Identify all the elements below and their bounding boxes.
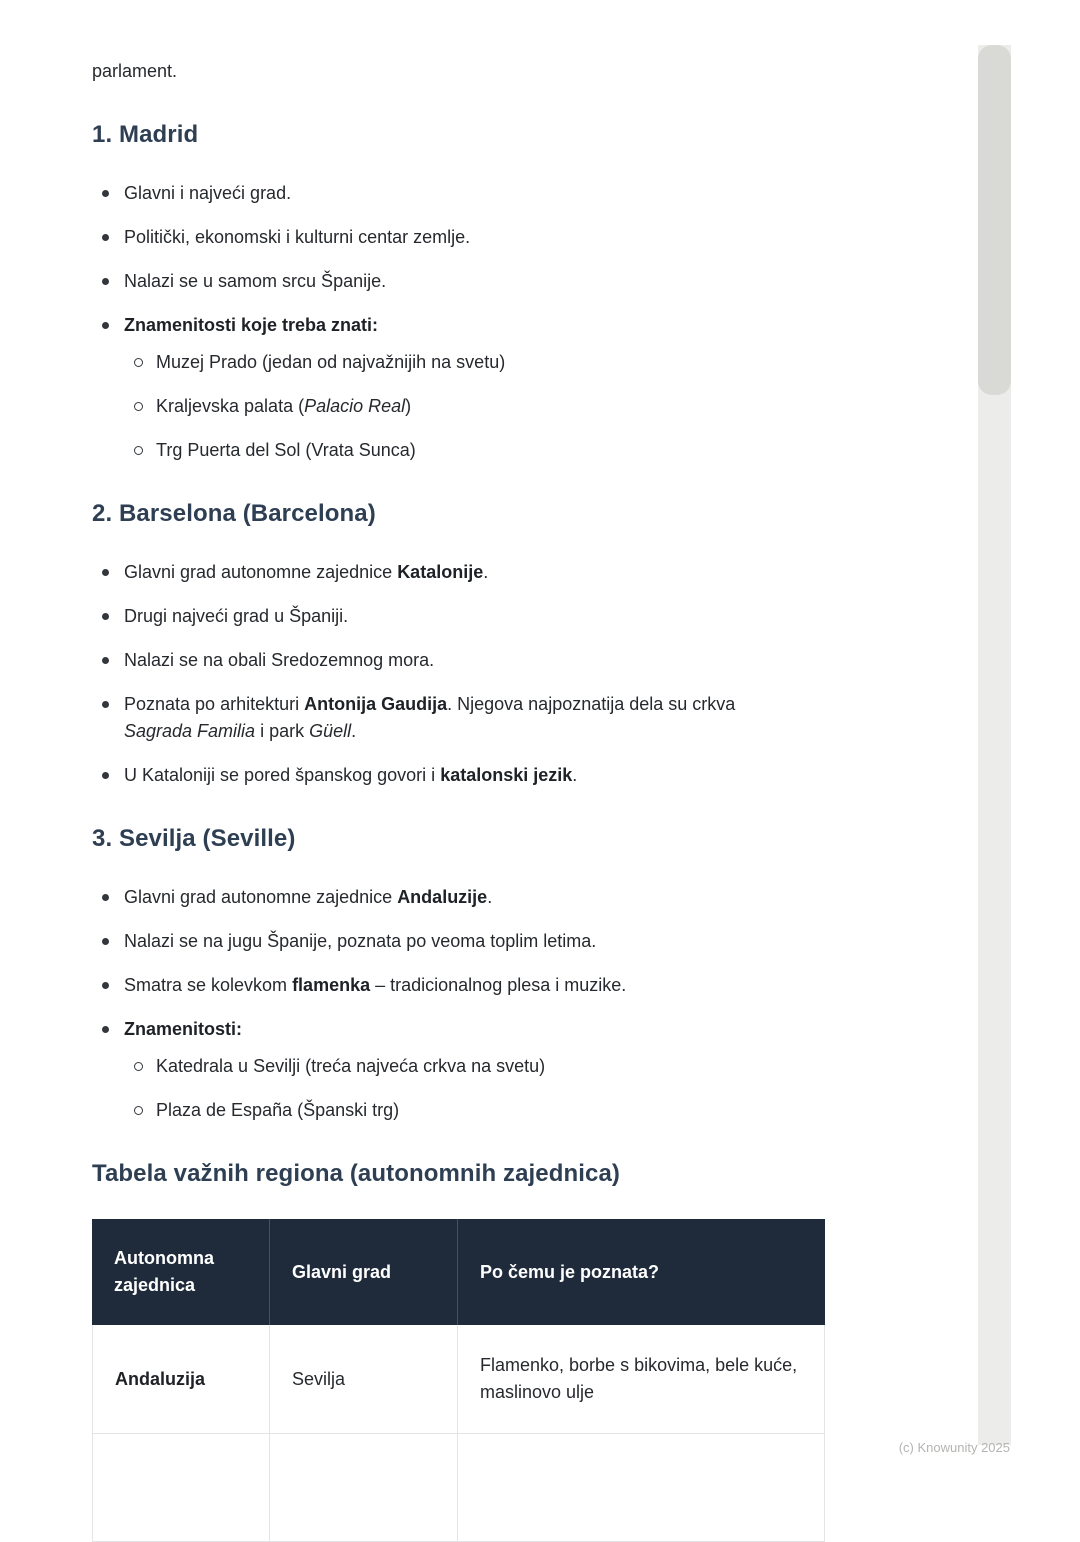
italic-text: Palacio Real (304, 396, 406, 416)
list-item (92, 928, 764, 955)
bold-text: flamenka (292, 975, 371, 995)
text-segment: Glavni i najveći grad. (124, 183, 292, 203)
text-segment: – tradicionalnog plesa i muzike. (370, 975, 627, 995)
list-item (92, 1016, 764, 1124)
bold-text: Antonija Gaudija (304, 694, 448, 714)
text-segment: i park (255, 721, 310, 741)
table-row (92, 1325, 825, 1434)
list-item (92, 647, 764, 674)
text-segment: . (487, 887, 493, 907)
text-segment: Trg Puerta del Sol (Vrata Sunca) (156, 440, 416, 460)
italic-text: Güell (309, 721, 352, 741)
text-segment: Poznata po arhitekturi (124, 694, 305, 714)
list-item (92, 224, 764, 251)
text-segment: . Njegova najpoznatija dela su crkva (447, 694, 736, 714)
list-item (92, 884, 764, 911)
bold-text: Znamenitosti: (124, 1019, 243, 1039)
region-cell: Andaluzija (92, 1325, 270, 1434)
italic-text: Sagrada Familia (124, 721, 256, 741)
text-segment: Glavni grad autonomne zajednice (124, 562, 398, 582)
list-item (92, 268, 764, 295)
bold-text: katalonski jezik (440, 765, 573, 785)
sub-list-item (124, 1097, 764, 1124)
text-segment: Glavni grad autonomne zajednice (124, 887, 398, 907)
scrollbar-thumb[interactable] (978, 45, 1011, 395)
scrollbar-track[interactable] (978, 45, 1011, 1445)
regions-table (92, 1219, 825, 1542)
watermark: (c) Knowunity 2025 (898, 1440, 1010, 1455)
sub-list-item (124, 349, 764, 376)
text-segment: . (572, 765, 578, 785)
sub-list-item (124, 437, 764, 464)
sub-list-item (124, 1053, 764, 1080)
list-item (92, 312, 764, 464)
table-column-header: Autonomna zajednica (92, 1219, 270, 1325)
known-for-cell (458, 1434, 825, 1542)
sections-container (92, 119, 834, 1124)
text-segment: ) (405, 396, 412, 416)
text-segment: Politički, ekonomski i kulturni centar zemlje. (124, 227, 471, 247)
list-item (92, 180, 764, 207)
section-heading: 3. Sevilja (Seville) (92, 825, 296, 852)
text-segment: U Kataloniji se pored španskog govori i (124, 765, 441, 785)
text-segment: Plaza de España (Španski trg) (156, 1100, 400, 1120)
text-segment: Nalazi se na obali Sredozemnog mora. (124, 650, 435, 670)
sub-bullet-list (124, 1053, 764, 1124)
list-item (92, 559, 764, 586)
list-item (92, 691, 764, 745)
text-segment: Katedrala u Sevilji (treća najveća crkva na svetu) (156, 1056, 546, 1076)
bold-text: Znamenitosti koje treba znati: (124, 315, 379, 335)
text-segment: Nalazi se na jugu Španije, poznata po veoma toplim letima. (124, 931, 597, 951)
known-for-cell: Flamenko, borbe s bikovima, bele kuće, maslinovo ulje (458, 1325, 825, 1434)
text-segment: . (483, 562, 489, 582)
text-segment: Nalazi se u samom srcu Španije. (124, 271, 387, 291)
text-segment: Muzej Prado (jedan od najvažnijih na svetu) (156, 352, 506, 372)
text-segment: Smatra se kolevkom (124, 975, 293, 995)
text-segment: . (351, 721, 357, 741)
capital-cell: Sevilja (270, 1325, 458, 1434)
list-item (92, 603, 764, 630)
text-segment: Kraljevska palata ( (156, 396, 305, 416)
intro-fragment: parlament. (92, 61, 178, 81)
section-heading: 2. Barselona (Barcelona) (92, 500, 376, 527)
table-row (92, 1434, 825, 1542)
bullet-list (92, 559, 834, 789)
sub-bullet-list (124, 349, 764, 464)
section-heading: 1. Madrid (92, 121, 199, 148)
list-item (92, 972, 764, 999)
list-item (92, 762, 764, 789)
table-column-header: Po čemu je poznata? (458, 1219, 825, 1325)
bullet-list (92, 180, 834, 464)
capital-cell (270, 1434, 458, 1542)
bold-text: Andaluzije (397, 887, 488, 907)
bullet-list (92, 884, 834, 1124)
table-heading: Tabela važnih regiona (autonomnih zajednica) (92, 1160, 621, 1187)
bold-text: Katalonije (397, 562, 484, 582)
region-cell (92, 1434, 270, 1542)
document-content (92, 0, 834, 1542)
sub-list-item (124, 393, 764, 420)
regions-table-head (92, 1219, 825, 1325)
table-column-header: Glavni grad (270, 1219, 458, 1325)
regions-table-body (92, 1325, 825, 1542)
regions-table-head-row (92, 1219, 825, 1325)
text-segment: Drugi najveći grad u Španiji. (124, 606, 349, 626)
